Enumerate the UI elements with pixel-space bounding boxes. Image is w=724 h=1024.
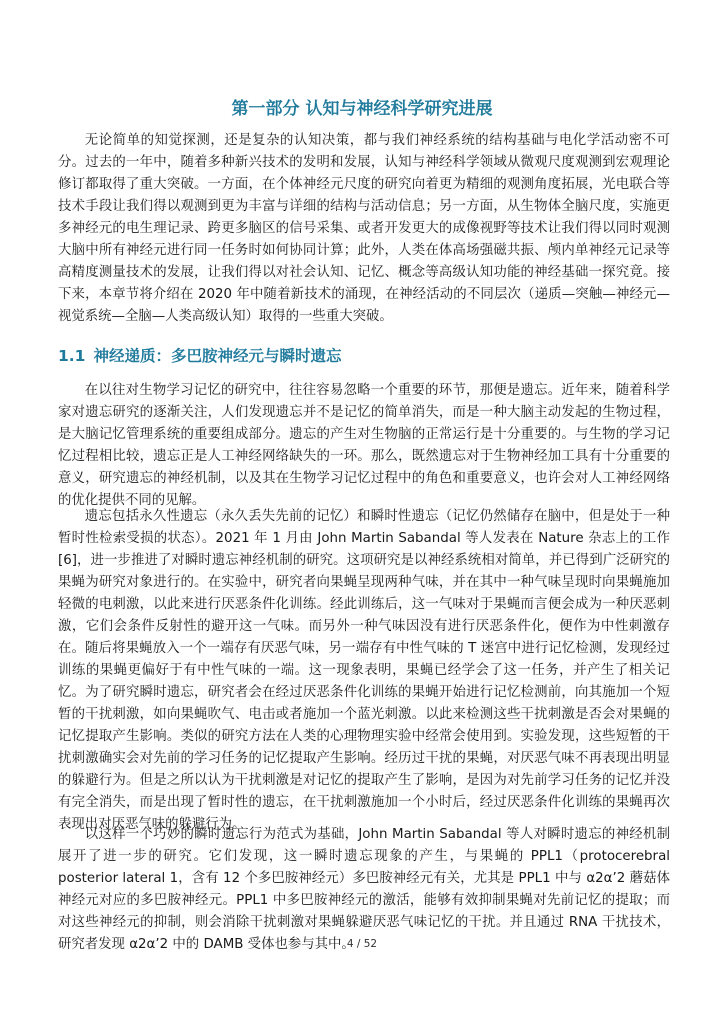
body-paragraph-3: 以这样一个巧妙的瞬时遗忘行为范式为基础，John Martin Sabandal 等人对瞬时遗忘的神经机制展开了进一步的研究。它们发现，这一瞬时遗忘现象的产生，与果蝇的 PPL1（protocerebral posterior lateral 1，含有 12 个多巴胺神经元）多巴胺神经元有关，尤其是 PPL1 中与 α2α’2 蘑菇体神经元对应的多巴胺神经元。PPL1 中多巴胺神经元的激活，能够有效抑制果蝇对先前记忆的提取；而对这些神经元的抑制，则会消除干扰刺激对果蝇躲避厌恶气味记忆的干扰。并且通过 RNA 干扰技术，研究者发现 α2α’2 中的 DAMB 受体也参与其中。 [58,827,670,952]
part-title: 第一部分 认知与神经科学研究进展 [231,99,493,119]
intro-paragraph: 无论简单的知觉探测，还是复杂的认知决策，都与我们神经系统的结构基础与电化学活动密不可分。过去的一年中，随着多种新兴技术的发明和发展，认知与神经科学领域从微观尺度观测到宏观理论修订都取得了重大突破。一方面，在个体神经元尺度的研究向着更为精细的观测角度拓展，光电联合等技术手段让我们得以观测到更为丰富与详细的结构与活动信息；另一方面，从生物体全脑尺度，实施更多神经元的电生理记录、跨更多脑区的信号采集、或者开发更大的成像视野等技术让我们得以同时观测大脑中所有神经元进行同一任务时如何协同计算；此外，人类在体高场强磁共振、颅内单神经元记录等高精度测量技术的发展，让我们得以对社会认知、记忆、概念等高级认知功能的神经基础一探究竟。接下来，本章节将介绍在 2020 年中随着新技术的涌现，在神经活动的不同层次（递质—突触—神经元—视觉系统—全脑—人类高级认知）取得的一些重大突破。 [58,133,670,324]
body-paragraph-1: 在以往对生物学习记忆的研究中，往往容易忽略一个重要的环节，那便是遗忘。近年来，随着科学家对遗忘研究的逐渐关注，人们发现遗忘并不是记忆的简单消失，而是一种大脑主动发起的生物过程，是大脑记忆管理系统的重要组成部分。遗忘的产生对生物脑的正常运行是十分重要的。与生物的学习记忆过程相比较，遗忘正是人工神经网络缺失的一环。那么，既然遗忘对于生物神经加工具有十分重要的意义，研究遗忘的神经机制，以及其在生物学习记忆过程中的角色和重要意义，也许会对人工神经网络的优化提供不同的见解。 [58,383,670,508]
section-heading [58,344,341,366]
section-title: 神经递质：多巴胺神经元与瞬时遗忘 [93,347,342,365]
body-paragraph-2: 遗忘包括永久性遗忘（永久丢失先前的记忆）和瞬时性遗忘（记忆仍然储存在脑中，但是处于一种暂时性检索受损的状态）。2021 年 1 月由 John Martin Sabandal 等人发表在 Nature 杂志上的工作[6]，进一步推进了对瞬时遗忘神经机制的研究。这项研究是以神经系统相对简单，并已得到广泛研究的果蝇为研究对象进行的。在实验中，研究者向果蝇呈现两种气味，并在其中一种气味呈现时向果蝇施加轻微的电刺激，以此来进行厌恶条件化训练。经此训练后，这一气味对于果蝇而言便会成为一种厌恶刺激，它们会条件反射性的避开这一气味。而另外一种气味因没有进行厌恶条件化，便作为中性刺激存在。随后将果蝇放入一个一端存有厌恶气味，另一端存有中性气味的 T 迷宫中进行记忆检测，发现经过训练的果蝇更偏好于有中性气味的一端。这一现象表明，果蝇已经学会了这一任务，并产生了相关记忆。为了研究瞬时遗忘，研究者会在经过厌恶条件化训练的果蝇开始进行记忆检测前，向其施加一个短暂的干扰刺激，如向果蝇吹气、电击或者施加一个蓝光刺激。以此来检测这些干扰刺激是否会对果蝇的记忆提取产生影响。类似的研究方法在人类的心理物理实验中经常会使用到。实验发现，这些短暂的干扰刺激确实会对先前的学习任务的记忆提取产生影响。经历过干扰的果蝇，对厌恶气味不再表现出明显的躲避行为。但是之所以认为干扰刺激是对记忆的提取产生了影响，是因为对先前学习任务的记忆并没有完全消失，而是出现了暂时性的遗忘，在干扰刺激施加一个小时后，经过厌恶条件化训练的果蝇再次表现出对厌恶气味的躲避行为。 [58,509,670,832]
section-number: 1.1 [58,347,86,365]
page-number: 4 / 52 [346,938,378,950]
